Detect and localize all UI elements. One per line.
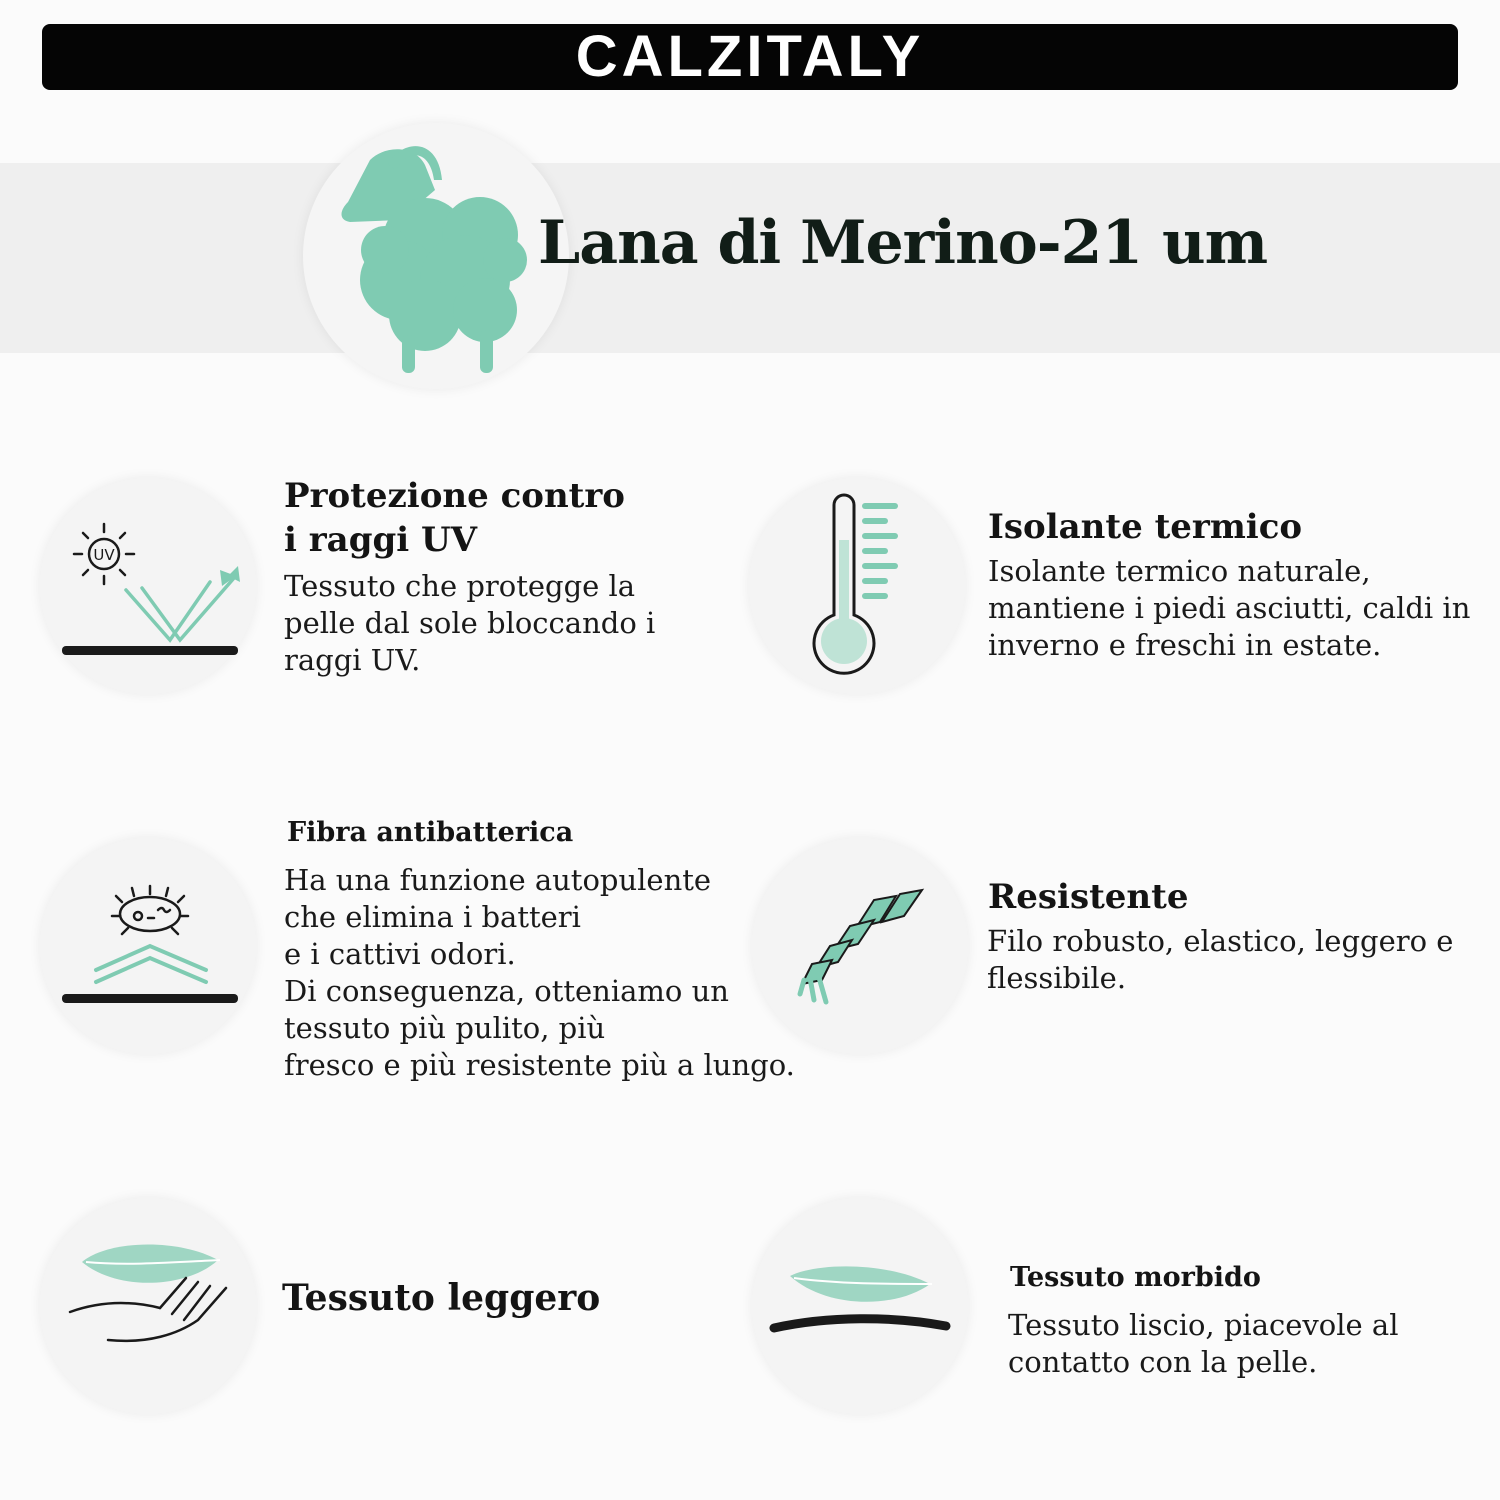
hero-title: Lana di Merino-21 um [538, 208, 1268, 278]
feature-desc-uv: Tessuto che protegge la pelle dal sole bloccando i raggi UV. [284, 569, 656, 677]
brand-name: CALZITALY [575, 24, 925, 89]
sheep-icon [330, 140, 540, 375]
feature-title-lightweight: Tessuto leggero [282, 1277, 601, 1319]
feather-surface-icon [768, 1262, 952, 1342]
brand-bar [42, 24, 1458, 90]
feature-title-antibacterial: Fibra antibatterica [287, 817, 574, 848]
thermometer-icon [810, 495, 910, 677]
feature-title-thermal: Isolante termico [988, 507, 1303, 547]
feature-desc-thermal: Isolante termico naturale, mantiene i piedi asciutti, caldi in inverno e freschi in estate. [988, 554, 1471, 662]
rope-icon [792, 882, 932, 1012]
svg-text:UV: UV [93, 546, 115, 564]
feature-desc-resistant: Filo robusto, elastico, leggero e flessibile. [987, 924, 1454, 995]
uv-protection-icon [62, 518, 242, 658]
feature-desc-antibacterial: Ha una funzione autopulente che elimina i batteri e i cattivi odori. Di conseguenza, otteniamo un tessuto più pulito, più fresco e più resistente più a lungo. [284, 863, 795, 1082]
bacteria-shield-icon [62, 882, 242, 1007]
feature-desc-soft: Tessuto liscio, piacevole al contatto con la pelle. [1008, 1308, 1399, 1379]
feather-hand-icon [68, 1240, 238, 1352]
feature-title-soft: Tessuto morbido [1010, 1262, 1261, 1293]
feature-title-resistant: Resistente [988, 877, 1189, 917]
feature-title-uv: Protezione contro i raggi UV [284, 476, 625, 560]
